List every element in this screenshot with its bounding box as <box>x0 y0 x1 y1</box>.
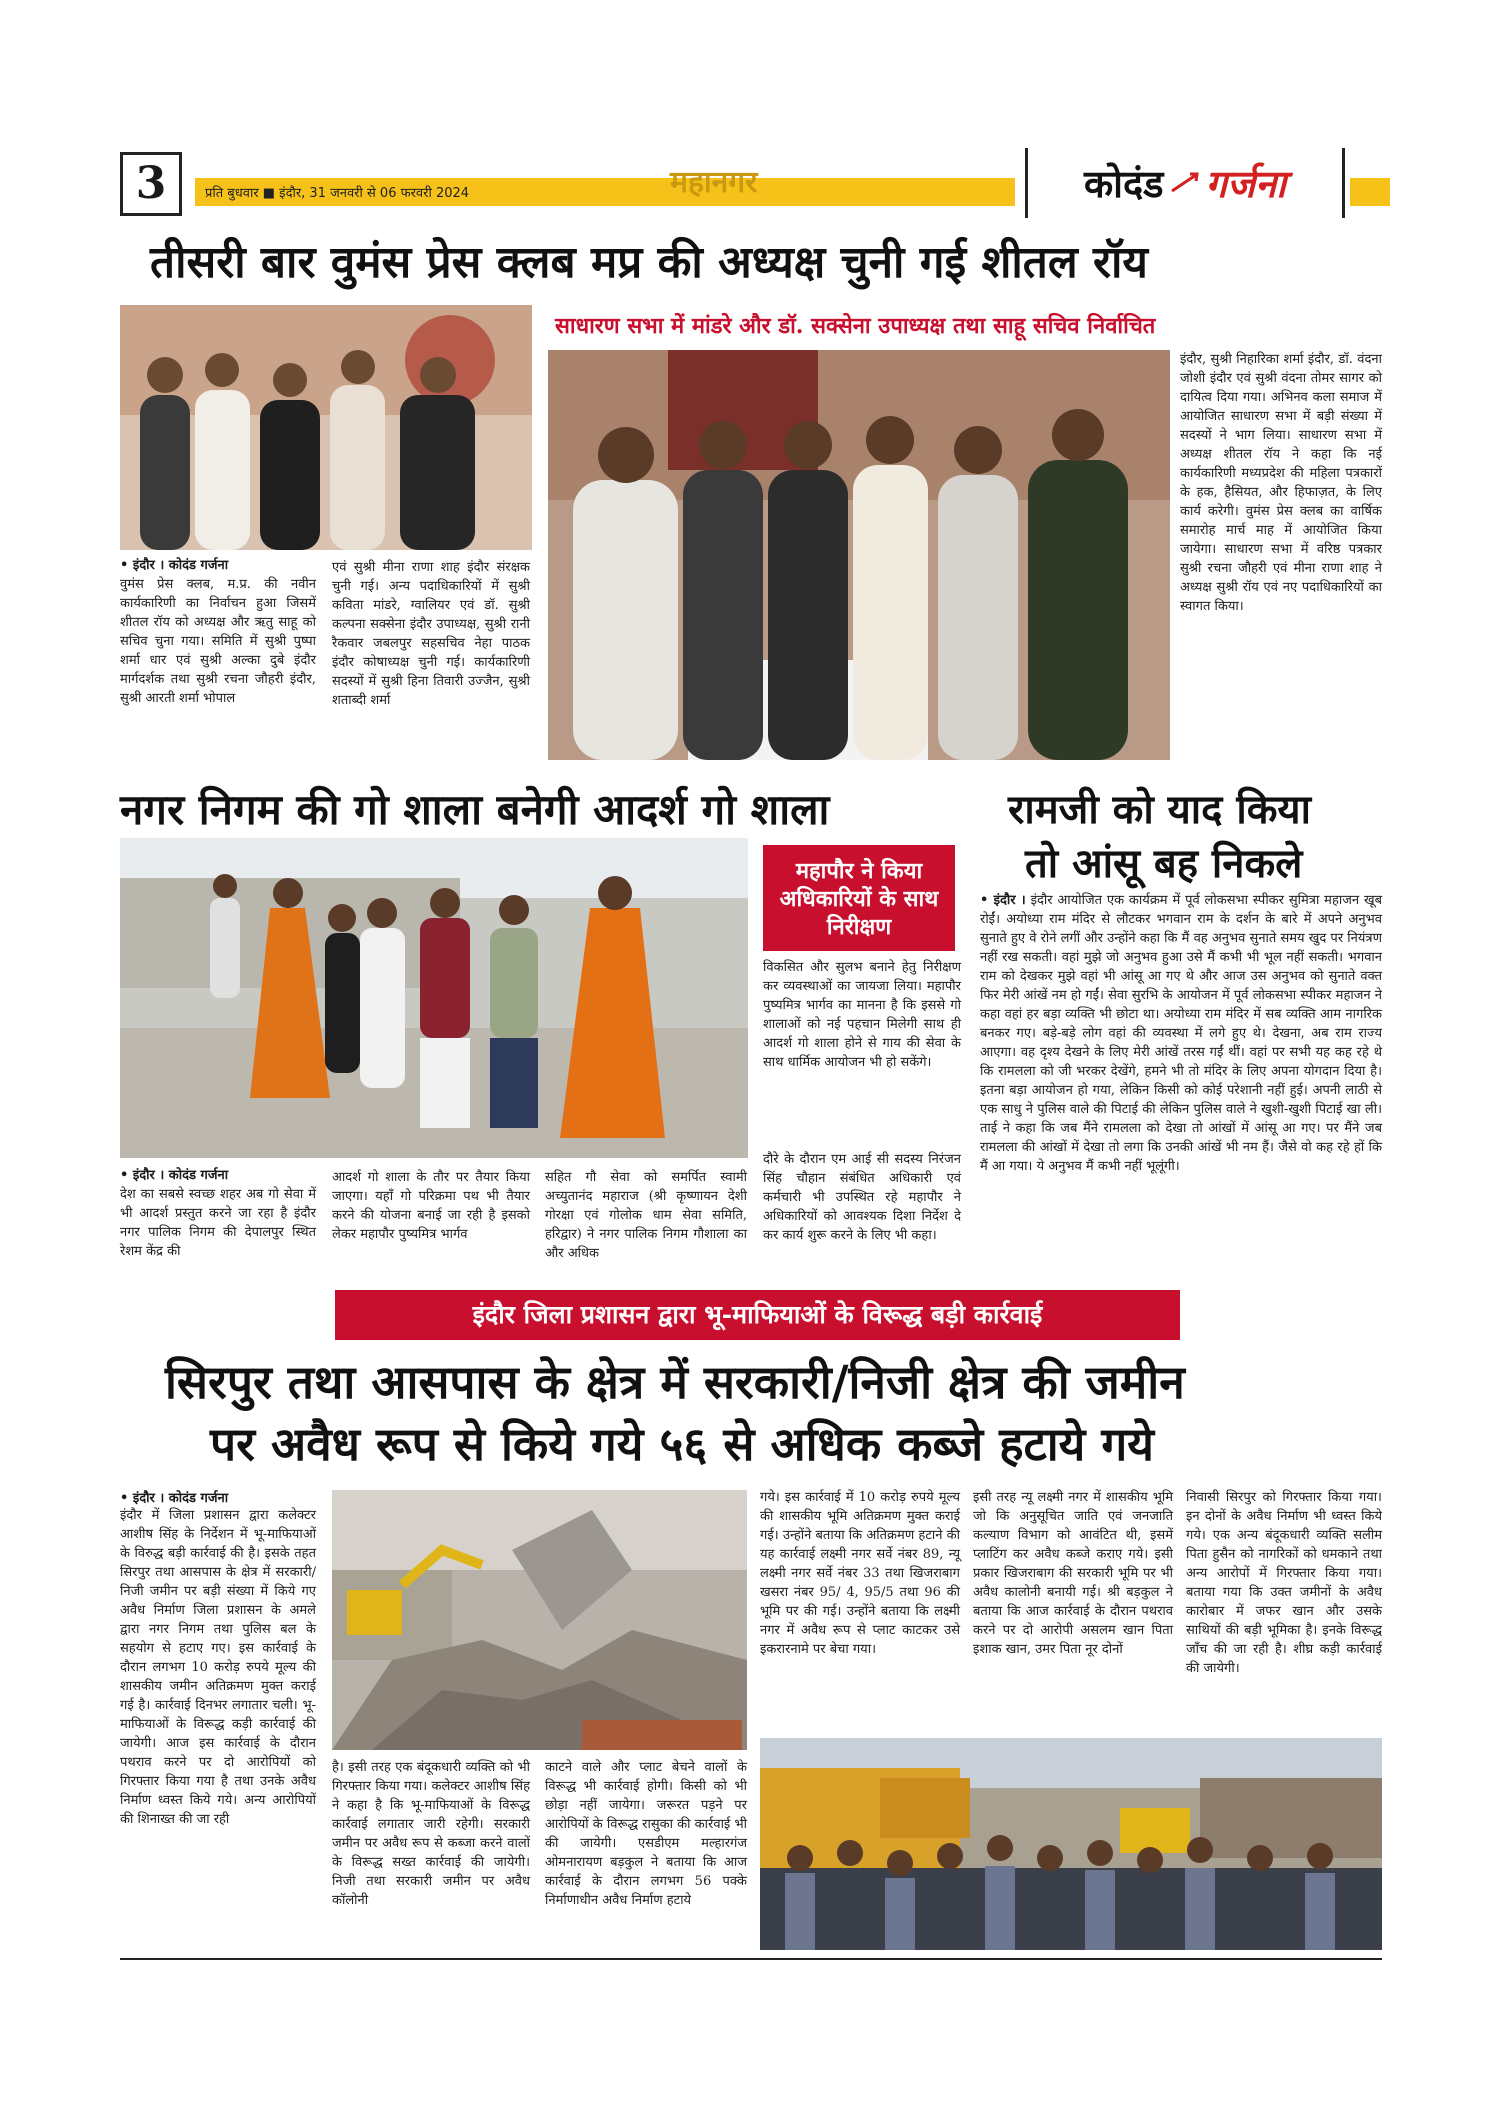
story4-headline-line2: पर अवैध रूप से किये गये ५६ से अधिक कब्जे हटाये गये <box>210 1417 1154 1471</box>
story4-col3-top: गये। इस कार्रवाई में 10 करोड़ रुपये मूल्य की शासकीय भूमि अतिक्रमण मुक्त कराई गई। उन्होंने बताया कि अतिक्रमण हटाने की यह कार्रवाई लक्ष्मी नगर सर्वे नंबर 89, न्यू लक्ष्मी नगर सर्वे नंबर 33 तथा खिजराबाग खसरा नंबर 95/ 4, 95/5 तथा 96 की भूमि पर की गई। उन्होंने बताया कि लक्ष्मी नगर में अवैध रूप से प्लाट काटकर उसे इकरारनामे पर बेचा गया। <box>760 1490 960 1657</box>
story4-banner: इंदौर जिला प्रशासन द्वारा भू-माफियाओं के विरूद्ध बड़ी कार्रवाई <box>335 1290 1180 1340</box>
walking-group-photo-icon <box>120 838 748 1158</box>
story2-redbox: महापौर ने किया अधिकारियों के साथ निरीक्षण <box>763 845 955 951</box>
story1-byline: • इंदौर । कोदंड गर्जना <box>120 558 229 573</box>
story4-col5: निवासी सिरपुर को गिरफ्तार किया गया। इन दोनों के अवैध निर्माण भी ध्वस्त किये गये। एक अन्य बंदूकधारी व्यक्ति सलीम पिता हुसैन को नागरिकों को धमकाने तथा अन्य आरोपों में गिरफ्तार किया गया। बताया गया कि उक्त जमीनों के अवैध कारोबार में जफर खान और उसके साथियों की बड़ी भूमिका है। इनके विरूद्ध जाँच की जा रही है। शीघ्र कड़ी कार्रवाई की जायेगी। <box>1186 1490 1382 1676</box>
story2-col2: आदर्श गो शाला के तौर पर तैयार किया जाएगा। यहाँ गो परिक्रमा पथ भी तैयार करने की योजना बनाई जा रही है इसको लेकर महापौर पुष्यमित्र भार्गव <box>332 1170 530 1242</box>
story2-col3: सहित गौ सेवा को समर्पित स्वामी अच्युतानंद महाराज (श्री कृष्णायन देशी गोरक्षा एवं गोलोक धाम सेवा समिति, हरिद्वार) ने नगर पालिक निगम गौशाला का और अधिक <box>545 1170 747 1261</box>
story3-body: इंदौर आयोजित एक कार्यक्रम में पूर्व लोकसभा स्पीकर सुमित्रा महाजन खूब रोईं। अयोध्या राम मंदिर से लौटकर भगवान राम के दर्शन के बारे में अपने अनुभव सुनाते हुए वे रोने लगीं और उन्होंने कहा कि मैं वह अनुभव सुनाते समय खुद पर नियंत्रण नहीं रख सकती। वहां मुझे जो अनुभव हुआ उसे मैं कभी भी भूल नहीं सकती। भगवान राम को देखकर मुझे वहां भी आंसू आ गए थे और आज उस अनुभव को सुनाते वक्त फिर मेरी आंखें नम हो गईं। सेवा सुरभि के आयोजन में पूर्व लोकसभा स्पीकर महाजन ने कहा वहां हर बड़ा व्यक्ति भी छोटा था। अयोध्या राम मंदिर में सब व्यक्ति आम नागरिक बनकर गए। बड़े-बड़े लोग वहां की व्यवस्था में लगे हुए थे। देखना, अब राम राज्य आएगा। वह दृश्य देखने के लिए मेरी आंखें तरस गईं थीं। वहां पर सभी यह कह रहे थे कि रामलला को जी भरकर देखेंगे, हमने भी तो मंदिर के लिए अपना योगदान दिया है। इतना बड़ा आयोजन हो गया, लेकिन किसी को कोई परेशानी नहीं हुई। अपनी लाठी से एक साधु ने पुलिस वाले की पिटाई की लेकिन पुलिस वाले ने खुशी-खुशी पिटाई खा ली। ताई ने कहा कि जब मैंने रामलला को देखा तो आंखों में आंसू आ गए। पर मैंने जब रामलला की आंखों में देखा तो लगा कि उनकी आंखें भी नम हैं। जैसे वो कह रहे हों कि मैं आ गया। ये अनुभव मैं कभी नहीं भूलूंगी। <box>980 893 1382 1174</box>
story4-col3-bottom: काटने वाले और प्लाट बेचने वालों के विरूद्ध भी कार्रवाई होगी। किसी को भी छोड़ा नहीं जायेगा। जरूरत पड़ने पर आरोपियों के विरूद्ध रासुका की कार्रवाई भी की जायेगी। एसडीएम मल्हारगंज ओमनारायण बड़कुल ने बताया कि आज कार्रवाई के दौरान लगभग 56 पक्के निर्माणाधीन अवैध निर्माण हटाये <box>545 1760 747 1908</box>
story3-body-wrap <box>980 890 1382 1176</box>
story1-photo-small <box>120 305 532 550</box>
page-bottom-rule <box>120 1958 1382 1960</box>
story1-col1: वुमंस प्रेस क्लब, म.प्र. की नवीन कार्यकारिणी का निर्वाचन हुआ जिसमें शीतल रॉय को अध्यक्ष और ऋतु साहू को सचिव चुना गया। समिति में सुश्री पुष्पा शर्मा धार एवं सुश्री अल्का दुबे इंदौर मार्गदर्शक तथा सुश्री रचना जौहरी इंदौर, सुश्री आरती शर्मा भोपाल <box>120 577 316 706</box>
dateline: प्रति बुधवार ■ इंदौर, 31 जनवरी से 06 फरवरी 2024 <box>205 186 470 201</box>
brand-name-part2: गर्जना <box>1205 162 1287 206</box>
story4-col4: इसी तरह न्यू लक्ष्मी नगर में शासकीय भूमि जो कि अनुसूचित जाति एवं जनजाति कल्याण विभाग को आवंटित थी, इसमें प्लाटिंग कर अवैध कब्जे कराए गये। इसी प्रकार खिजराबाग की सरकारी भूमि पर भी अवैध कालोनी बनायी गई। श्री बड़कुल ने बताया कि आज कार्रवाई के दौरान पथराव करने पर दो आरोपी असलम खान पिता इशाक खान, उमर पिता नूर दोनों <box>973 1490 1173 1657</box>
story4-photo-demolition <box>332 1490 747 1750</box>
story4-col2: है। इसी तरह एक बंदूकधारी व्यक्ति को भी गिरफ्तार किया गया। कलेक्टर आशीष सिंह ने कहा है कि भू-माफियाओं के विरूद्ध कार्रवाई लगातार जारी रहेगी। सरकारी जमीन पर अवैध रूप से कब्जा करने वालों के विरूद्ध सख्त कार्रवाई की जायेगी। निजी तथा सरकारी जमीन पर अवैध कॉलोनी <box>332 1760 530 1908</box>
group-photo-icon <box>548 350 1170 760</box>
story1-col3: इंदौर, सुश्री निहारिका शर्मा इंदौर, डॉ. वंदना जोशी इंदौर एवं सुश्री वंदना तोमर सागर को दायित्व दिया गया। अभिनव कला समाज में आयोजित साधारण सभा में बड़ी संख्या में सदस्यों ने भाग लिया। साधारण सभा में अध्यक्ष शीतल रॉय ने कहा कि नई कार्यकारिणी मध्यप्रदेश की महिला पत्रकारों के हक, हैसियत, और हिफाज़त, के लिए कार्य करेगी। वुमंस प्रेस क्लब का वार्षिक समारोह मार्च माह में आयोजित किया जायेगा। साधारण सभा में वरिष्ठ पत्रकार सुश्री रचना जौहरी एवं मीना राणा शाह ने अध्यक्ष सुश्री रॉय एवं नए पदाधिकारियों का स्वागत किया। <box>1180 352 1382 614</box>
story4-byline: • इंदौर । कोदंड गर्जना <box>120 1491 229 1506</box>
brand-name-part1: कोदंड <box>1083 162 1164 206</box>
story1-photo-large <box>548 350 1170 760</box>
header-strip-right <box>1350 178 1390 206</box>
story3-headline-line2: तो आंसू बह निकले <box>1025 840 1303 887</box>
group-photo-icon <box>120 305 532 550</box>
story3-headline-line1: रामजी को याद किया <box>1008 786 1311 833</box>
crowd-photo-icon <box>760 1738 1382 1950</box>
story4-photo-crowd <box>760 1738 1382 1950</box>
section-title: महानगर <box>670 165 758 200</box>
story4-col1: इंदौर में जिला प्रशासन द्वारा कलेक्टर आशीष सिंह के निर्देशन में भू-माफियाओं के विरुद्ध बड़ी कार्रवाई की है। इसके तहत सिरपुर तथा आसपास के क्षेत्र में सरकारी/ निजी जमीन पर बड़ी संख्या में किये गए अवैध निर्माण जिला प्रशासन के अमले द्वारा नगर निगम तथा पुलिस बल के सहयोग से हटाए गए। इस कार्रवाई के दौरान लगभग 10 करोड़ रुपये मूल्य की शासकीय जमीन अतिक्रमण मुक्त कराई गई है। कार्रवाई दिनभर लगातार चली। भू-माफियाओं के विरूद्ध कड़ी कार्रवाई की जायेगी। आज इस कार्रवाई के दौरान पथराव करने पर दो आरोपियों को गिरफ्तार किया गया है तथा उनके अवैध निर्माण ध्वस्त किये गये। अन्य आरोपियों की शिनाख्त की जा रही <box>120 1508 316 1827</box>
story1-col2: एवं सुश्री मीना राणा शाह इंदौर संरक्षक चुनी गई। अन्य पदाधिकारियों में सुश्री कविता मांडरे, ग्वालियर एवं डॉ. सुश्री कल्पना सक्सेना इंदौर उपाध्यक्ष, सुश्री रानी रैकवार जबलपुर सहसचिव नेहा पाठक इंदौर कोषाध्यक्ष चुनी गई। कार्यकारिणी सदस्यों में सुश्री हिना तिवारी उज्जैन, सुश्री शताब्दी शर्मा <box>332 560 530 708</box>
story1-headline: तीसरी बार वुमंस प्रेस क्लब मप्र की अध्यक्ष चुनी गई शीतल रॉय <box>150 237 1148 288</box>
story2-side-text: विकसित और सुलभ बनाने हेतु निरीक्षण कर व्यवस्थाओं का जायजा लिया। महापौर पुष्यमित्र भार्गव का मानना है कि इससे गो शालाओं को नई पहचान मिलेगी साथ ही आदर्श गो शाला होने से गाय की सेवा के साथ धार्मिक आयोजन भी हो सकेंगे। <box>763 960 961 1070</box>
brand-logo <box>1025 148 1345 218</box>
story4-headline-line1: सिरपुर तथा आसपास के क्षेत्र में सरकारी/निजी क्षेत्र की जमीन <box>165 1355 1185 1409</box>
demolition-photo-icon <box>332 1490 747 1750</box>
story2-col4: दौरे के दौरान एम आई सी सदस्य निरंजन सिंह चौहान संबंधित अधिकारी एवं कर्मचारी भी उपस्थित रहे महापौर ने अधिकारियों को आवश्यक दिशा निर्देश दे कर कार्य शुरू करने के लिए भी कहा। <box>763 1152 961 1243</box>
story3-byline: • इंदौर । <box>980 893 1026 908</box>
page-number: 3 <box>120 152 182 216</box>
bow-arrow-icon <box>1170 171 1200 195</box>
story1-subhead: साधारण सभा में मांडरे और डॉ. सक्सेना उपाध्यक्ष तथा साहू सचिव निर्वाचित <box>555 313 1156 339</box>
story2-byline: • इंदौर । कोदंड गर्जना <box>120 1168 229 1183</box>
story2-headline: नगर निगम की गो शाला बनेगी आदर्श गो शाला <box>120 785 830 834</box>
story2-col1: देश का सबसे स्वच्छ शहर अब गो सेवा में भी आदर्श प्रस्तुत करने जा रहा है इंदौर नगर पालिक निगम की देपालपुर स्थित रेशम केंद्र की <box>120 1187 316 1259</box>
story2-photo <box>120 838 748 1158</box>
